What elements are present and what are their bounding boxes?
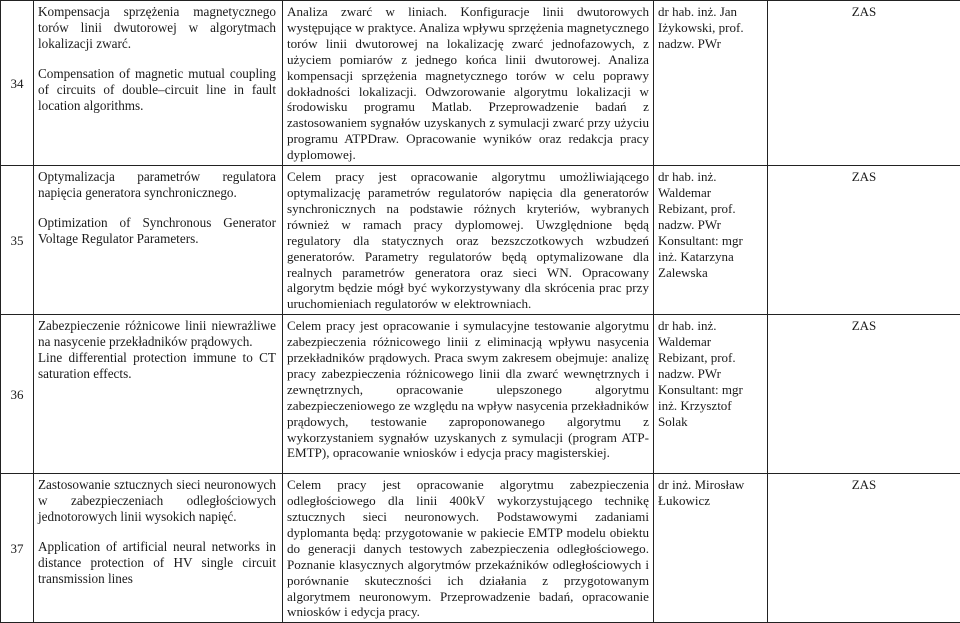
supervisor: dr hab. inż. Waldemar Rebizant, prof. nadzw. PWr Konsultant: mgr inż. Katarzyna Zalewska — [654, 166, 768, 315]
unit-code: ZAS — [768, 474, 960, 623]
row-number: 34 — [1, 1, 34, 166]
topic-title-cell — [34, 474, 283, 623]
topic-title-pl: Zabezpieczenie różnicowe linii niewrażliwe na nasycenie przekładników prądowych. — [38, 318, 276, 350]
topic-title-en: Line differential protection immune to CT saturation effects. — [38, 350, 276, 382]
table-row — [1, 166, 960, 315]
supervisor: dr inż. Mirosław Łukowicz — [654, 474, 768, 623]
topic-description: Celem pracy jest opracowanie algorytmu zabezpieczenia odległościowego dla linii 400kV wykorzystującego technikę sztucznych sieci neuronowych. Podstawowymi zadaniami dyplomanta będą: przygotowanie w pakiecie EMTP modelu obiektu do generacji danych testowych zabezpieczenia odległościowego. Poznanie klasycznych algorytmów przekaźników odległościowych i porównanie skuteczności ich działania z przygotowanym algorytmem neuronowym. Przeprowadzenie badań, opracowanie wniosków i edycja pracy. — [283, 474, 654, 623]
topic-title-pl: Kompensacja sprzężenia magnetycznego torów linii dwutorowej w algorytmach lokalizacji zwarć. — [38, 4, 276, 52]
unit-code: ZAS — [768, 1, 960, 166]
row-number: 36 — [1, 315, 34, 474]
topic-description: Celem pracy jest opracowanie i symulacyjne testowanie algorytmu zabezpieczenia różnicowego linii z eliminacją wpływu nasycenia przekładników prądowych. Praca swym zakresem obejmuje: analizę pracy zabezpieczenia różnicowego linii dla zwarć wewnętrznych i zewnętrznych, opracowanie ulepszonego algorytmu zabezpieczeniowego ze względu na wpływ nasycenia przekładników prądowych, testowanie zaproponowanego algorytmu z wykorzystaniem sygnałów uzyskanych z symulacji (program ATP-EMTP), opracowanie wniosków i edycja pracy magisterskiej. — [283, 315, 654, 474]
topic-description: Celem pracy jest opracowanie algorytmu umożliwiającego optymalizację parametrów regulatorów napięcia dla generatorów synchronicznych na podstawie różnych kryteriów, wybranych również w ramach pracy dyplomowej. Uwzględnione będą regulatory dla statycznych oraz bezszczotkowych wzbudzeń generatorów. Parametry regulatorów będą optymalizowane dla realnych parametrów generatora oraz sieci WN. Opracowany algorytm będzie mógł być wykorzystywany dla skrócenia prac przy uruchomieniach regulatorów w elektrowniach. — [283, 166, 654, 315]
topic-title-pl: Zastosowanie sztucznych sieci neuronowych w zabezpieczeniach odległościowych jednotorowych linii wysokich napięć. — [38, 477, 276, 525]
topic-title-pl: Optymalizacja parametrów regulatora napięcia generatora synchronicznego. — [38, 169, 276, 201]
topic-title-en: Compensation of magnetic mutual coupling of circuits of double–circuit line in fault location algorithms. — [38, 66, 276, 114]
topic-title-en: Optimization of Synchronous Generator Voltage Regulator Parameters. — [38, 215, 276, 247]
table-row — [1, 315, 960, 474]
row-number: 35 — [1, 166, 34, 315]
unit-code: ZAS — [768, 166, 960, 315]
unit-code: ZAS — [768, 315, 960, 474]
topic-title-cell — [34, 315, 283, 474]
topic-title-cell — [34, 166, 283, 315]
supervisor: dr hab. inż. Waldemar Rebizant, prof. nadzw. PWr Konsultant: mgr inż. Krzysztof Solak — [654, 315, 768, 474]
topic-title-cell — [34, 1, 283, 166]
topic-description: Analiza zwarć w liniach. Konfiguracje linii dwutorowych występujące w praktyce. Analiza wpływu sprzężenia magnetycznego torów linii dwutorowej na lokalizację zwarć jednofazowych, z użyciem pomiarów z jednego końca linii dwutorowej. Analiza kompensacji sprzężenia magnetycznego torów w celu poprawy dokładności lokalizacji. Odwzorowanie algorytmu lokalizacji w środowisku programu Matlab. Przeprowadzenie badań z zastosowaniem sygnałów uzyskanych z symulacji zwarć przy użyciu programu ATPDraw. Opracowanie wyników oraz redakcja pracy dyplomowej. — [283, 1, 654, 166]
table-row — [1, 474, 960, 623]
row-number: 37 — [1, 474, 34, 623]
supervisor: dr hab. inż. Jan Iżykowski, prof. nadzw. PWr — [654, 1, 768, 166]
topic-title-en: Application of artificial neural networks in distance protection of HV single circuit transmission lines — [38, 539, 276, 587]
table-row — [1, 1, 960, 166]
